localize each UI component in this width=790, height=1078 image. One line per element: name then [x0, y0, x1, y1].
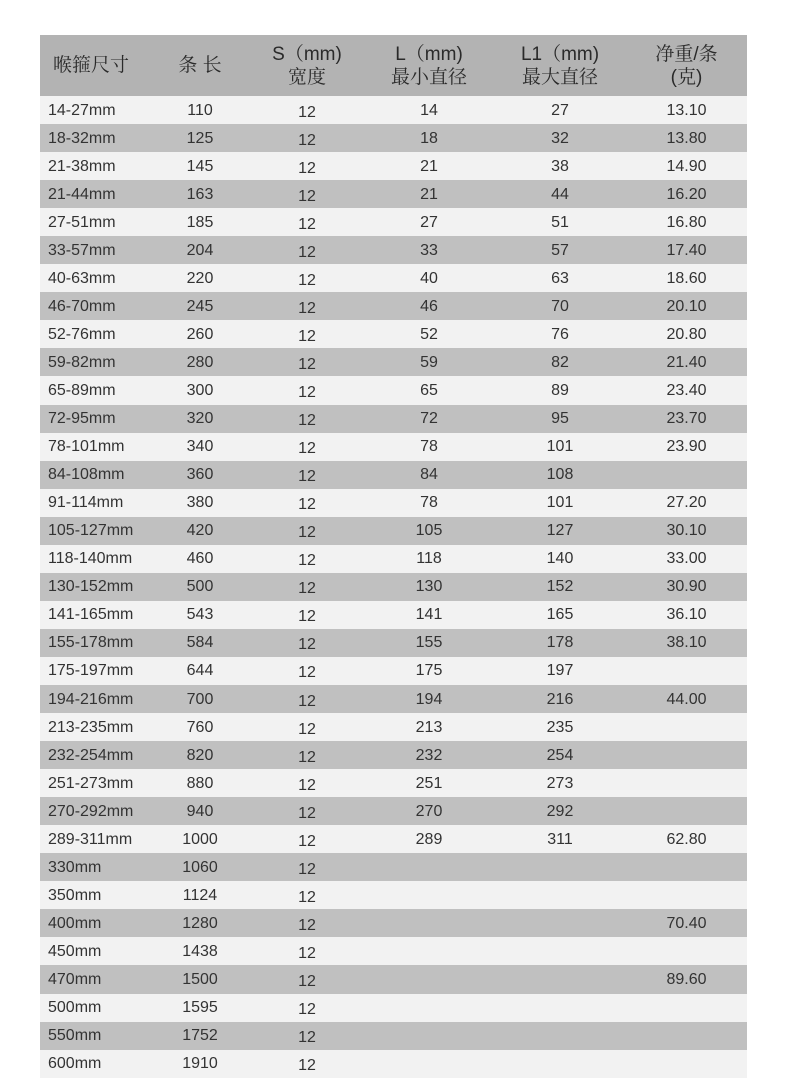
cell-max-diameter: 101: [546, 494, 574, 512]
cell-weight: 23.70: [666, 410, 707, 428]
header-sublabel: 最大直径: [521, 66, 598, 88]
cell-width: 12: [298, 748, 316, 766]
cell-width: 12: [298, 131, 316, 149]
table-row: [40, 489, 747, 517]
table-row: [40, 825, 747, 853]
cell-min-diameter: 46: [420, 297, 438, 315]
table-row: [40, 685, 747, 713]
cell-max-diameter: 311: [547, 830, 573, 848]
cell-width: 12: [298, 1029, 316, 1047]
cell-weight: 20.80: [666, 325, 707, 343]
table-row: [40, 376, 747, 404]
header-label: S（mm): [272, 43, 342, 65]
table-body: [40, 96, 747, 1078]
cell-width: 12: [298, 355, 316, 373]
cell-size: 175-197mm: [48, 662, 134, 680]
cell-max-diameter: 152: [546, 578, 574, 596]
cell-length: 110: [187, 101, 213, 119]
cell-length: 644: [186, 662, 214, 680]
cell-max-diameter: 101: [546, 438, 574, 456]
cell-min-diameter: 155: [415, 634, 443, 652]
cell-max-diameter: 235: [546, 718, 574, 736]
cell-weight: 62.80: [666, 830, 707, 848]
cell-size: 59-82mm: [48, 353, 116, 371]
cell-min-diameter: 213: [415, 718, 443, 736]
table-header: [40, 35, 747, 96]
table-row: [40, 573, 747, 601]
cell-max-diameter: 292: [546, 802, 574, 820]
cell-length: 760: [186, 718, 214, 736]
cell-min-diameter: 289: [415, 830, 443, 848]
cell-width: 12: [298, 159, 316, 177]
cell-length: 220: [186, 269, 214, 287]
table-row: [40, 124, 747, 152]
cell-length: 1280: [182, 914, 218, 932]
cell-size: 84-108mm: [48, 466, 125, 484]
header-sublabel: (克): [670, 66, 703, 88]
cell-width: 12: [298, 776, 316, 794]
cell-width: 12: [298, 215, 316, 233]
cell-width: 12: [298, 327, 316, 345]
cell-weight: 30.10: [666, 522, 707, 540]
cell-size: 14-27mm: [48, 101, 116, 119]
cell-width: 12: [298, 692, 316, 710]
cell-size: 78-101mm: [48, 438, 125, 456]
header-sublabel: 最小直径: [390, 66, 467, 88]
table-row: [40, 937, 747, 965]
cell-weight: 36.10: [666, 606, 707, 624]
cell-min-diameter: 130: [415, 578, 443, 596]
cell-min-diameter: 232: [415, 746, 443, 764]
header-label: 喉箍尺寸: [53, 55, 130, 76]
table-row: [40, 994, 747, 1022]
cell-size: 470mm: [48, 970, 102, 988]
cell-width: 12: [298, 804, 316, 822]
cell-length: 543: [186, 606, 214, 624]
cell-width: 12: [298, 1057, 316, 1075]
cell-length: 1124: [182, 886, 218, 904]
header-sublabel: 宽度: [287, 66, 326, 88]
cell-size: 600mm: [48, 1055, 102, 1073]
cell-size: 130-152mm: [48, 578, 134, 596]
table-row: [40, 797, 747, 825]
cell-length: 700: [186, 690, 214, 708]
table-row: [40, 152, 747, 180]
cell-max-diameter: 57: [551, 241, 569, 259]
cell-size: 72-95mm: [48, 410, 116, 428]
cell-length: 260: [186, 325, 214, 343]
cell-max-diameter: 44: [551, 185, 569, 203]
cell-max-diameter: 51: [551, 213, 569, 231]
cell-min-diameter: 78: [420, 494, 438, 512]
table-row: [40, 629, 747, 657]
cell-min-diameter: 14: [420, 101, 438, 119]
cell-length: 145: [186, 157, 214, 175]
cell-weight: 13.80: [666, 129, 707, 147]
header-label: L（mm): [395, 43, 463, 65]
table-row: [40, 965, 747, 993]
cell-length: 204: [186, 241, 214, 259]
cell-size: 330mm: [48, 858, 102, 876]
cell-size: 350mm: [48, 886, 102, 904]
cell-width: 12: [298, 468, 316, 486]
cell-size: 18-32mm: [48, 129, 116, 147]
cell-size: 550mm: [48, 1027, 102, 1045]
table-row: [40, 517, 747, 545]
cell-min-diameter: 251: [415, 774, 443, 792]
cell-max-diameter: 70: [551, 297, 569, 315]
table-row: [40, 601, 747, 629]
cell-size: 141-165mm: [48, 606, 134, 624]
cell-max-diameter: 165: [546, 606, 574, 624]
cell-length: 300: [186, 381, 214, 399]
cell-size: 33-57mm: [48, 241, 116, 259]
cell-weight: 17.40: [666, 241, 707, 259]
cell-width: 12: [298, 944, 316, 962]
cell-width: 12: [298, 636, 316, 654]
cell-size: 251-273mm: [48, 774, 134, 792]
header-weight: [626, 43, 747, 89]
table-row: [40, 180, 747, 208]
cell-length: 380: [186, 494, 214, 512]
cell-max-diameter: 273: [546, 774, 574, 792]
cell-width: 12: [298, 552, 316, 570]
cell-width: 12: [298, 860, 316, 878]
cell-width: 12: [298, 720, 316, 738]
cell-max-diameter: 140: [546, 550, 574, 568]
cell-length: 1595: [182, 999, 218, 1017]
cell-weight: 44.00: [666, 690, 707, 708]
cell-min-diameter: 21: [420, 157, 438, 175]
cell-width: 12: [298, 412, 316, 430]
cell-weight: 70.40: [666, 914, 707, 932]
cell-min-diameter: 141: [415, 606, 443, 624]
table-row: [40, 769, 747, 797]
cell-max-diameter: 76: [551, 325, 569, 343]
table-row: [40, 405, 747, 433]
cell-max-diameter: 82: [551, 353, 569, 371]
cell-weight: 23.90: [666, 438, 707, 456]
cell-width: 12: [298, 103, 316, 121]
cell-min-diameter: 105: [415, 522, 443, 540]
cell-size: 27-51mm: [48, 213, 116, 231]
cell-size: 155-178mm: [48, 634, 134, 652]
cell-length: 185: [186, 213, 214, 231]
table-row: [40, 1050, 747, 1078]
header-min-diameter: [364, 43, 494, 89]
cell-min-diameter: 194: [415, 690, 443, 708]
table-row: [40, 713, 747, 741]
cell-length: 1910: [182, 1055, 218, 1073]
cell-length: 420: [186, 522, 214, 540]
cell-weight: 16.20: [666, 185, 707, 203]
cell-size: 450mm: [48, 942, 102, 960]
cell-weight: 27.20: [666, 494, 707, 512]
cell-min-diameter: 72: [420, 410, 438, 428]
table-row: [40, 96, 747, 124]
cell-min-diameter: 270: [415, 802, 443, 820]
header-width: [250, 43, 364, 89]
cell-width: 12: [298, 832, 316, 850]
cell-size: 40-63mm: [48, 269, 116, 287]
cell-length: 1000: [182, 830, 218, 848]
cell-size: 213-235mm: [48, 718, 134, 736]
cell-min-diameter: 118: [416, 550, 442, 568]
header-label: L1（mm): [520, 43, 600, 65]
table-row: [40, 657, 747, 685]
cell-width: 12: [298, 580, 316, 598]
cell-length: 163: [186, 185, 214, 203]
cell-weight: 30.90: [666, 578, 707, 596]
cell-length: 820: [186, 746, 214, 764]
table-row: [40, 320, 747, 348]
cell-max-diameter: 216: [546, 690, 574, 708]
header-max-diameter: [494, 43, 626, 89]
cell-length: 1500: [182, 970, 218, 988]
cell-length: 125: [186, 129, 214, 147]
cell-length: 245: [186, 297, 214, 315]
cell-min-diameter: 40: [420, 269, 438, 287]
cell-min-diameter: 27: [420, 213, 438, 231]
cell-width: 12: [298, 243, 316, 261]
table-row: [40, 741, 747, 769]
cell-width: 12: [298, 271, 316, 289]
header-label: 条 长: [178, 55, 222, 76]
cell-max-diameter: 38: [551, 157, 569, 175]
cell-size: 46-70mm: [48, 297, 116, 315]
cell-min-diameter: 33: [420, 241, 438, 259]
table-row: [40, 909, 747, 937]
cell-size: 400mm: [48, 914, 102, 932]
cell-size: 270-292mm: [48, 802, 134, 820]
table-row: [40, 881, 747, 909]
cell-weight: 16.80: [666, 213, 707, 231]
cell-weight: 13.10: [666, 101, 707, 119]
cell-weight: 21.40: [666, 353, 707, 371]
cell-width: 12: [298, 524, 316, 542]
cell-min-diameter: 21: [420, 185, 438, 203]
cell-size: 65-89mm: [48, 381, 116, 399]
cell-max-diameter: 27: [551, 101, 569, 119]
table-row: [40, 853, 747, 881]
table-row: [40, 292, 747, 320]
cell-width: 12: [298, 608, 316, 626]
cell-max-diameter: 95: [551, 410, 569, 428]
cell-length: 340: [186, 438, 214, 456]
cell-min-diameter: 175: [415, 662, 443, 680]
cell-width: 12: [298, 299, 316, 317]
cell-width: 12: [298, 916, 316, 934]
cell-max-diameter: 89: [551, 381, 569, 399]
cell-size: 52-76mm: [48, 325, 116, 343]
cell-width: 12: [298, 187, 316, 205]
table-row: [40, 545, 747, 573]
cell-size: 194-216mm: [48, 690, 134, 708]
cell-width: 12: [298, 496, 316, 514]
cell-weight: 20.10: [666, 297, 707, 315]
cell-weight: 38.10: [666, 634, 707, 652]
cell-width: 12: [298, 1001, 316, 1019]
table-row: [40, 348, 747, 376]
header-size: [40, 54, 150, 77]
table-row: [40, 1022, 747, 1050]
cell-max-diameter: 127: [546, 522, 574, 540]
table-row: [40, 264, 747, 292]
cell-length: 1752: [182, 1027, 218, 1045]
cell-width: 12: [298, 383, 316, 401]
cell-weight: 18.60: [666, 269, 707, 287]
cell-length: 460: [186, 550, 214, 568]
cell-size: 232-254mm: [48, 746, 134, 764]
cell-weight: 89.60: [666, 970, 707, 988]
cell-max-diameter: 108: [546, 466, 574, 484]
table-row: [40, 236, 747, 264]
cell-length: 1060: [182, 858, 218, 876]
cell-width: 12: [298, 972, 316, 990]
cell-size: 91-114mm: [48, 494, 124, 512]
cell-length: 280: [186, 353, 214, 371]
cell-weight: 14.90: [666, 157, 707, 175]
cell-max-diameter: 254: [546, 746, 574, 764]
cell-min-diameter: 78: [420, 438, 438, 456]
cell-weight: 23.40: [666, 381, 707, 399]
cell-max-diameter: 197: [546, 662, 574, 680]
cell-size: 500mm: [48, 999, 102, 1017]
cell-min-diameter: 59: [420, 353, 438, 371]
cell-length: 940: [186, 802, 214, 820]
cell-size: 21-44mm: [48, 185, 116, 203]
cell-size: 118-140mm: [48, 550, 133, 568]
cell-length: 360: [186, 466, 214, 484]
cell-length: 1438: [182, 942, 218, 960]
cell-length: 880: [186, 774, 214, 792]
cell-max-diameter: 32: [551, 129, 569, 147]
cell-size: 21-38mm: [48, 157, 116, 175]
spec-table: [40, 35, 747, 1078]
cell-min-diameter: 18: [420, 129, 438, 147]
cell-size: 289-311mm: [48, 830, 133, 848]
cell-width: 12: [298, 440, 316, 458]
cell-min-diameter: 84: [420, 466, 438, 484]
cell-length: 584: [186, 634, 214, 652]
cell-max-diameter: 63: [551, 269, 569, 287]
table-row: [40, 461, 747, 489]
cell-min-diameter: 52: [420, 325, 438, 343]
cell-weight: 33.00: [666, 550, 707, 568]
cell-size: 105-127mm: [48, 522, 134, 540]
cell-max-diameter: 178: [546, 634, 574, 652]
table-row: [40, 208, 747, 236]
table-row: [40, 433, 747, 461]
cell-length: 320: [186, 410, 214, 428]
cell-length: 500: [186, 578, 214, 596]
cell-min-diameter: 65: [420, 381, 438, 399]
header-label: 净重/条: [655, 43, 718, 65]
cell-width: 12: [298, 664, 316, 682]
header-length: [150, 54, 250, 77]
cell-width: 12: [298, 888, 316, 906]
